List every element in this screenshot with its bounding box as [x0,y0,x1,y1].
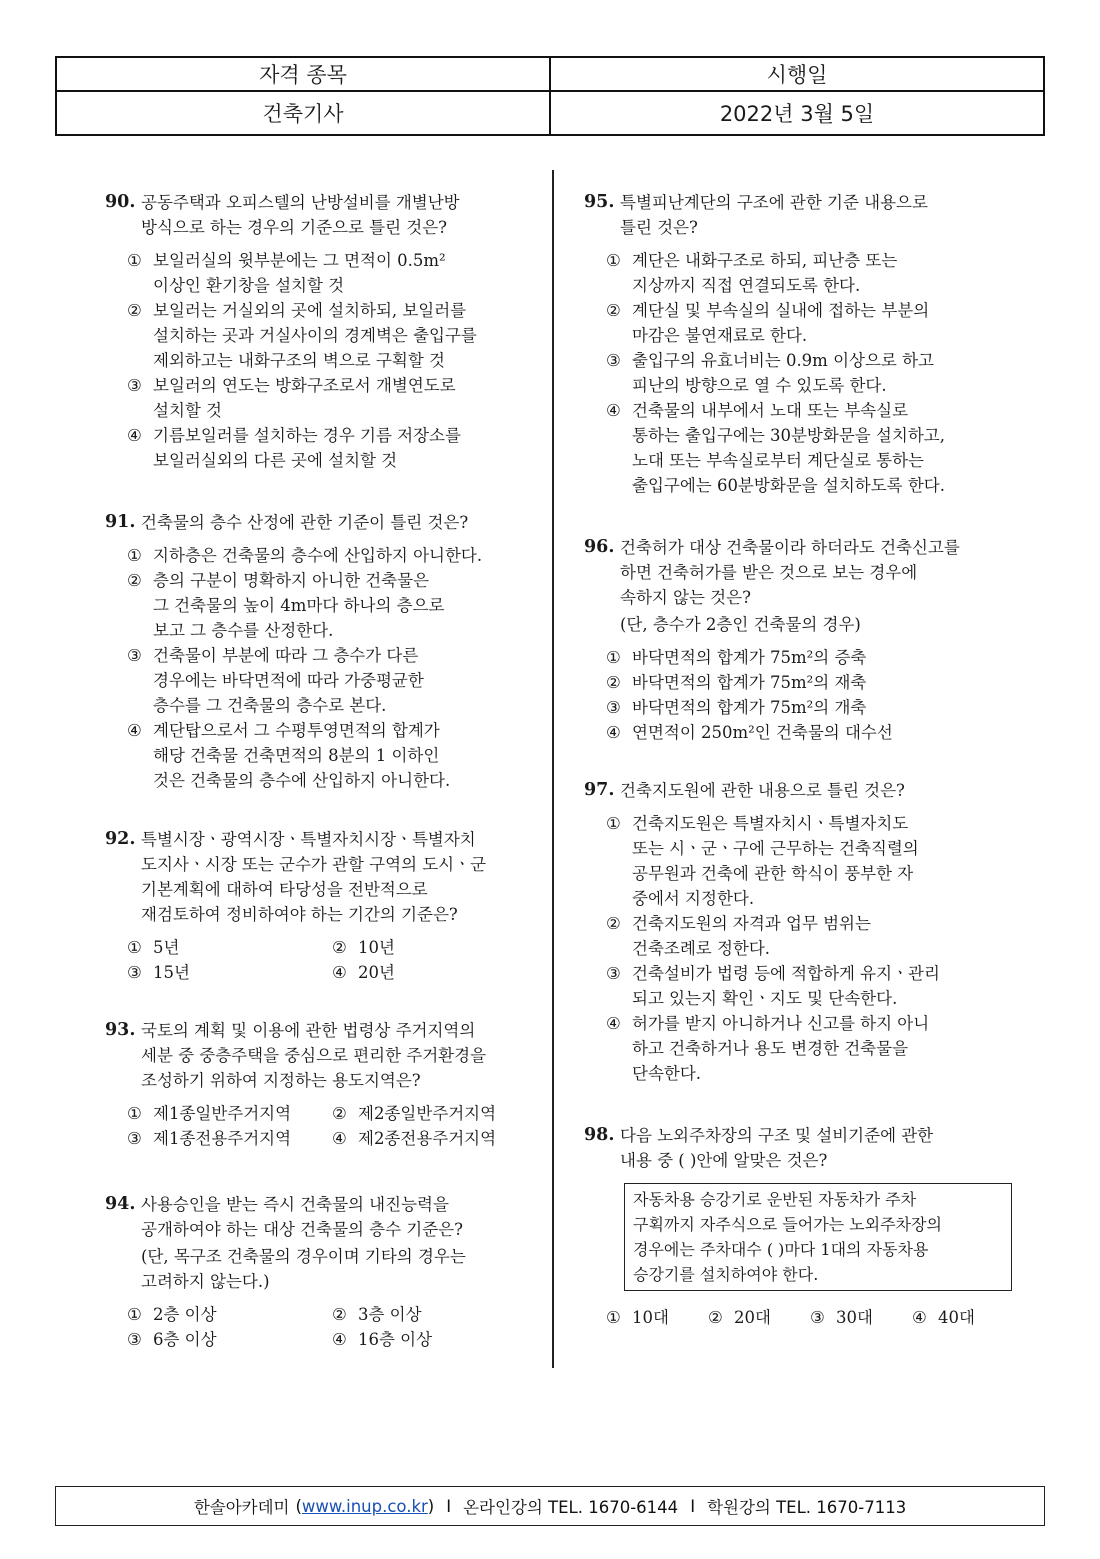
option-mark: ② [127,301,142,320]
option-4 [606,720,1014,745]
question-note: (단, 목구조 건축물의 경우이며 기타의 경우는 고려하지 않는다.) [141,1247,466,1291]
option-mark: ④ [127,721,142,740]
option-mark: ① [606,648,621,667]
offline-lecture-phone: 학원강의 TEL. 1670-7113 [707,1498,907,1517]
option-mark: ② [708,1308,723,1327]
question-text: 공동주택과 오피스텔의 난방설비를 개별난방 방식으로 하는 경우의 기준으로 틀린 것은? [141,193,460,237]
option-mark: ② [332,1305,347,1324]
question-text: 특별피난계단의 구조에 관한 기준 내용으로 틀린 것은? [620,193,928,237]
option-mark: ② [606,301,621,320]
option-text: 20년 [358,963,395,982]
option-1 [606,248,1014,298]
option-2 [332,1101,535,1126]
option-text: 지하층은 건축물의 층수에 산입하지 아니한다. [153,546,483,565]
option-mark: ④ [606,723,621,742]
option-3 [810,1305,912,1330]
option-2 [708,1305,810,1330]
option-1 [127,543,535,568]
options-list [105,1302,535,1352]
question-91 [105,510,535,793]
option-mark: ④ [912,1308,927,1327]
option-mark: ③ [810,1308,825,1327]
option-text: 15년 [153,963,190,982]
option-text: 5년 [153,938,180,957]
question-text: 건축물의 층수 산정에 관한 기준이 틀린 것은? [141,513,469,532]
option-mark: ④ [332,963,347,982]
option-2 [606,298,1014,348]
option-text: 바닥면적의 합계가 75m²의 개축 [632,698,867,717]
options-list [105,935,535,985]
question-90 [105,190,535,473]
question-text: 건축허가 대상 건축물이라 하더라도 건축신고를 하면 건축허가를 받은 것으로 보는 경우에 속하지 않는 것은? [620,538,960,607]
question-93 [105,1018,535,1151]
column-divider [552,170,554,1368]
option-3 [127,373,535,423]
option-1 [606,1305,708,1330]
option-4 [912,1305,1014,1330]
option-text: 30대 [836,1308,873,1327]
option-text: 10년 [358,938,395,957]
option-mark: ③ [606,964,621,983]
option-3 [127,1327,332,1352]
option-text: 20대 [734,1308,771,1327]
option-2 [127,298,535,373]
option-text: 10대 [632,1308,669,1327]
question-number: 93. [105,1020,136,1040]
question-number: 94. [105,1194,136,1214]
option-mark: ① [127,938,142,957]
option-mark: ④ [332,1330,347,1349]
option-mark: ① [127,1305,142,1324]
footer-banner [55,1486,1045,1526]
option-3 [127,643,535,718]
option-mark: ② [127,571,142,590]
option-text: 바닥면적의 합계가 75m²의 재축 [632,673,867,692]
option-mark: ② [332,938,347,957]
option-text: 16층 이상 [358,1330,433,1349]
question-text: 건축지도원에 관한 내용으로 틀린 것은? [620,781,905,800]
option-4 [606,398,1014,498]
option-1 [606,811,1014,911]
option-3 [606,348,1014,398]
option-3 [127,1126,332,1151]
option-2 [606,911,1014,961]
subject-label: 자격 종목 [57,58,551,92]
option-mark: ③ [127,646,142,665]
question-92 [105,827,535,985]
option-text: 제1종전용주거지역 [153,1129,292,1148]
question-number: 92. [105,829,136,849]
question-note: (단, 층수가 2층인 건축물의 경우) [620,615,861,634]
options-list [105,543,535,793]
option-text: 출입구의 유효너비는 0.9m 이상으로 하고 피난의 방향으로 열 수 있도록 한다. [632,351,934,395]
option-mark: ④ [606,401,621,420]
option-text: 바닥면적의 합계가 75m²의 증축 [632,648,867,667]
question-number: 90. [105,192,136,212]
option-text: 제2종일반주거지역 [358,1104,497,1123]
option-4 [332,960,535,985]
options-list [584,1305,1014,1330]
option-mark: ① [606,814,621,833]
question-text: 사용승인을 받는 즉시 건축물의 내진능력을 공개하여야 하는 대상 건축물의 층수 기준은? [141,1195,463,1239]
question-number: 95. [584,192,615,212]
question-text: 국토의 계획 및 이용에 관한 법령상 주거지역의 세분 중 중층주택을 중심으로 편리한 주거환경을 조성하기 위하여 지정하는 용도지역은? [141,1021,487,1090]
question-94 [105,1192,535,1352]
option-1 [127,935,332,960]
options-list [105,248,535,473]
option-1 [127,1302,332,1327]
option-mark: ② [606,673,621,692]
option-text: 계단은 내화구조로 하되, 피난층 또는 지상까지 직접 연결되도록 한다. [632,251,898,295]
option-3 [127,960,332,985]
question-number: 98. [584,1125,615,1145]
option-2 [127,568,535,643]
question-text: 특별시장ㆍ광역시장ㆍ특별자치시장ㆍ특별자치 도지사ㆍ시장 또는 군수가 관할 구역의 도시ㆍ군 기본계획에 대하여 타당성을 전반적으로 재검토하여 정비하여야 하는 기간의 기준은? [141,830,487,924]
options-list [105,1101,535,1151]
exam-info-table [55,56,1045,136]
option-text: 허가를 받지 아니하거나 신고를 하지 아니 하고 건축하거나 용도 변경한 건축물을 단속한다. [632,1014,930,1083]
option-4 [332,1327,535,1352]
option-mark: ④ [606,1014,621,1033]
option-4 [606,1011,1014,1086]
option-text: 보일러의 연도는 방화구조로서 개별연도로 설치할 것 [153,376,456,420]
date-value: 2022년 3월 5일 [719,102,875,126]
subject-value: 건축기사 [57,92,551,134]
academy-link[interactable]: www.inup.co.kr [301,1496,428,1516]
option-mark: ② [332,1104,347,1123]
option-text: 보일러는 거실외의 곳에 설치하되, 보일러를 설치하는 곳과 거실사이의 경계벽은 출입구를 제외하고는 내화구조의 벽으로 구획할 것 [153,301,477,370]
option-mark: ① [606,1308,621,1327]
option-mark: ② [606,914,621,933]
option-2 [332,1302,535,1327]
option-4 [127,718,535,793]
question-number: 91. [105,512,136,532]
question-98 [584,1123,1014,1330]
option-text: 층의 구분이 명확하지 아니한 건축물은 그 건축물의 높이 4m마다 하나의 층으로 보고 그 층수를 산정한다. [153,571,445,640]
option-1 [127,1101,332,1126]
separator: I [690,1496,696,1516]
options-list [584,248,1014,498]
option-text: 건축물이 부분에 따라 그 층수가 다른 경우에는 바닥면적에 따라 가중평균한 층수를 그 건축물의 층수로 본다. [153,646,424,715]
option-1 [606,645,1014,670]
option-1 [127,248,535,298]
option-text: 건축물의 내부에서 노대 또는 부속실로 통하는 출입구에는 30분방화문을 설치하고, 노대 또는 부속실로부터 계단실로 통하는 출입구에는 60분방화문을 설치하도록 한다. [632,401,945,495]
option-mark: ① [127,1104,142,1123]
option-text: 연면적이 250m²인 건축물의 대수선 [632,723,893,742]
url-wrapper: (www.inup.co.kr) [295,1496,435,1516]
option-mark: ③ [606,351,621,370]
option-mark: ③ [127,1330,142,1349]
question-95 [584,190,1014,498]
option-mark: ① [127,251,142,270]
option-mark: ③ [606,698,621,717]
options-list [584,811,1014,1086]
option-mark: ① [606,251,621,270]
option-text: 건축설비가 법령 등에 적합하게 유지ㆍ관리 되고 있는지 확인ㆍ지도 및 단속한다. [632,964,940,1008]
option-mark: ① [127,546,142,565]
option-text: 6층 이상 [153,1330,217,1349]
option-3 [606,961,1014,1011]
option-4 [127,423,535,473]
question-text: 다음 노외주차장의 구조 및 설비기준에 관한 내용 중 ( )안에 알맞은 것은? [620,1126,934,1170]
option-text: 40대 [938,1308,975,1327]
option-text: 2층 이상 [153,1305,217,1324]
option-mark: ③ [127,1129,142,1148]
option-text: 계단실 및 부속실의 실내에 접하는 부분의 마감은 불연재료로 한다. [632,301,930,345]
options-list [584,645,1014,745]
question-97 [584,778,1014,1086]
option-mark: ④ [127,426,142,445]
option-2 [332,935,535,960]
question-number: 96. [584,537,615,557]
separator: I [446,1496,452,1516]
date-label: 시행일 [551,58,1043,92]
online-lecture-phone: 온라인강의 TEL. 1670-6144 [463,1498,679,1517]
question-number: 97. [584,780,615,800]
option-text: 제2종전용주거지역 [358,1129,497,1148]
option-text: 계단탑으로서 그 수평투영면적의 합계가 해당 건축물 건축면적의 8분의 1 이하인 것은 건축물의 층수에 산입하지 아니한다. [153,721,451,790]
option-3 [606,695,1014,720]
option-mark: ③ [127,963,142,982]
option-4 [332,1126,535,1151]
option-mark: ③ [127,376,142,395]
option-text: 건축지도원은 특별자치시ㆍ특별자치도 또는 시ㆍ군ㆍ구에 근무하는 건축직렬의 공무원과 건축에 관한 학식이 풍부한 자 중에서 지정한다. [632,814,919,908]
option-2 [606,670,1014,695]
option-text: 기름보일러를 설치하는 경우 기름 저장소를 보일러실외의 다른 곳에 설치할 것 [153,426,461,470]
academy-name: 한솔아카데미 [193,1498,290,1517]
option-text: 제1종일반주거지역 [153,1104,292,1123]
condition-box: 자동차용 승강기로 운반된 자동차가 주차 구획까지 자주식으로 들어가는 노외주차장의 경우에는 주차대수 ( )마다 1대의 자동차용 승강기를 설치하여야 한다. [624,1183,1012,1291]
option-text: 3층 이상 [358,1305,422,1324]
question-96 [584,535,1014,745]
option-text: 보일러실의 윗부분에는 그 면적이 0.5m² 이상인 환기창을 설치할 것 [153,251,446,295]
option-mark: ④ [332,1129,347,1148]
option-text: 건축지도원의 자격과 업무 범위는 건축조례로 정한다. [632,914,871,958]
